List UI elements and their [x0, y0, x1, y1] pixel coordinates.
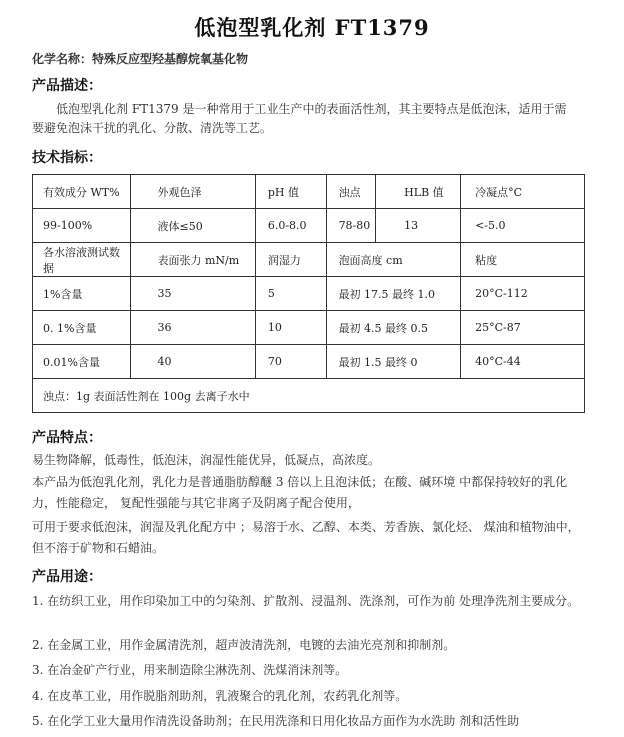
specs-cell: 5 — [255, 277, 326, 311]
use-item-2: 2. 在金属工业，用作金属清洗剂，超声波清洗剂，电镀的去油光亮剂和抑制剂。 — [32, 638, 456, 652]
specs-cell: 6.0-8.0 — [255, 209, 326, 243]
feature-line-2: 本产品为低泡乳化剂，乳化力是普通脂肪醇醚 3 倍以上且泡沫低；在酸、碱环境 中都保持较好的乳化力，性能稳定， 复配性强能与其它非离子及阴离子配合使用， — [32, 475, 568, 510]
document-title: 低泡型乳化剂 FT1379 — [194, 15, 430, 40]
specs-heading: 技术指标： — [32, 150, 102, 166]
specs-cell: 0.01%含量 — [33, 345, 131, 379]
specs-row — [33, 209, 585, 243]
specs-cell: 浊点 — [326, 175, 376, 209]
specs-table — [32, 174, 585, 413]
feature-line-1: 易生物降解，低毒性，低泡沫，润湿性能优异，低凝点，高浓度。 — [32, 453, 381, 467]
use-item-5: 5. 在化学工业大量用作清洗设备助剂；在民用洗涤和日用化妆品方面作为水洗助 剂和活性助 — [32, 714, 520, 728]
specs-cell: 液体≤50 — [131, 209, 255, 243]
specs-cell: pH 值 — [255, 175, 326, 209]
specs-cell: 70 — [255, 345, 326, 379]
use-item-3: 3. 在冶金矿产行业，用来制造除尘淋洗剂、洗煤消沫剂等。 — [32, 663, 348, 677]
specs-cell: 润湿力 — [255, 243, 326, 277]
specs-row — [33, 243, 585, 277]
description-heading: 产品描述： — [32, 78, 102, 94]
specs-cell: 40°C-44 — [461, 345, 585, 379]
description-text: 低泡型乳化剂 FT1379 是一种常用于工业生产中的表面活性剂，其主要特点是低泡沫，适用于需要避免泡沫干扰的乳化、分散、清洗等工艺。 — [32, 102, 567, 135]
specs-cell: 10 — [255, 311, 326, 345]
specs-cell: 有效成分 WT% — [33, 175, 131, 209]
specs-cell: 最初 1.5 最终 0 — [326, 345, 461, 379]
specs-cell: 最初 17.5 最终 1.0 — [326, 277, 461, 311]
uses-heading: 产品用途： — [32, 569, 102, 585]
specs-row — [33, 345, 585, 379]
specs-cell: 泡面高度 cm — [326, 243, 461, 277]
specs-note: 浊点：1g 表面活性剂在 100g 去离子水中 — [33, 379, 585, 413]
specs-cell: <-5.0 — [461, 209, 585, 243]
specs-cell: 99-100% — [33, 209, 131, 243]
specs-cell: 13 — [376, 209, 461, 243]
specs-cell: 粘度 — [461, 243, 585, 277]
features-heading: 产品特点： — [32, 430, 102, 446]
specs-note-row — [33, 379, 585, 413]
specs-cell: 20°C-112 — [461, 277, 585, 311]
specs-cell: 36 — [131, 311, 255, 345]
specs-cell: 0. 1%含量 — [33, 311, 131, 345]
use-item-1: 1. 在纺织工业，用作印染加工中的匀染剂、扩散剂、浸温剂、洗涤剂，可作为前 处理净洗剂主要成分。 — [32, 594, 580, 608]
specs-cell: 25°C-87 — [461, 311, 585, 345]
feature-line-3: 可用于要求低泡沫，润湿及乳化配方中 ；易溶于水、乙醇、本类、芳香族、氯化烃、 煤油和植物油中，但不溶于矿物和石蜡油。 — [32, 520, 580, 555]
specs-row — [33, 277, 585, 311]
specs-cell: 78-80 — [326, 209, 376, 243]
specs-cell: 35 — [131, 277, 255, 311]
specs-cell: 最初 4.5 最终 0.5 — [326, 311, 461, 345]
specs-cell: 外观色泽 — [131, 175, 255, 209]
use-item-4: 4. 在皮革工业，用作脱脂剂助剂，乳液聚合的乳化剂，农药乳化剂等。 — [32, 689, 408, 703]
specs-cell: 冷凝点°C — [461, 175, 585, 209]
specs-cell: 表面张力 mN/m — [131, 243, 255, 277]
specs-cell: HLB 值 — [376, 175, 461, 209]
chemical-name: 化学名称：特殊反应型羟基醇烷氧基化物 — [32, 52, 249, 66]
specs-row — [33, 311, 585, 345]
specs-row — [33, 175, 585, 209]
specs-cell: 1%含量 — [33, 277, 131, 311]
specs-cell: 各水溶液测试数据 — [33, 243, 131, 277]
specs-cell: 40 — [131, 345, 255, 379]
